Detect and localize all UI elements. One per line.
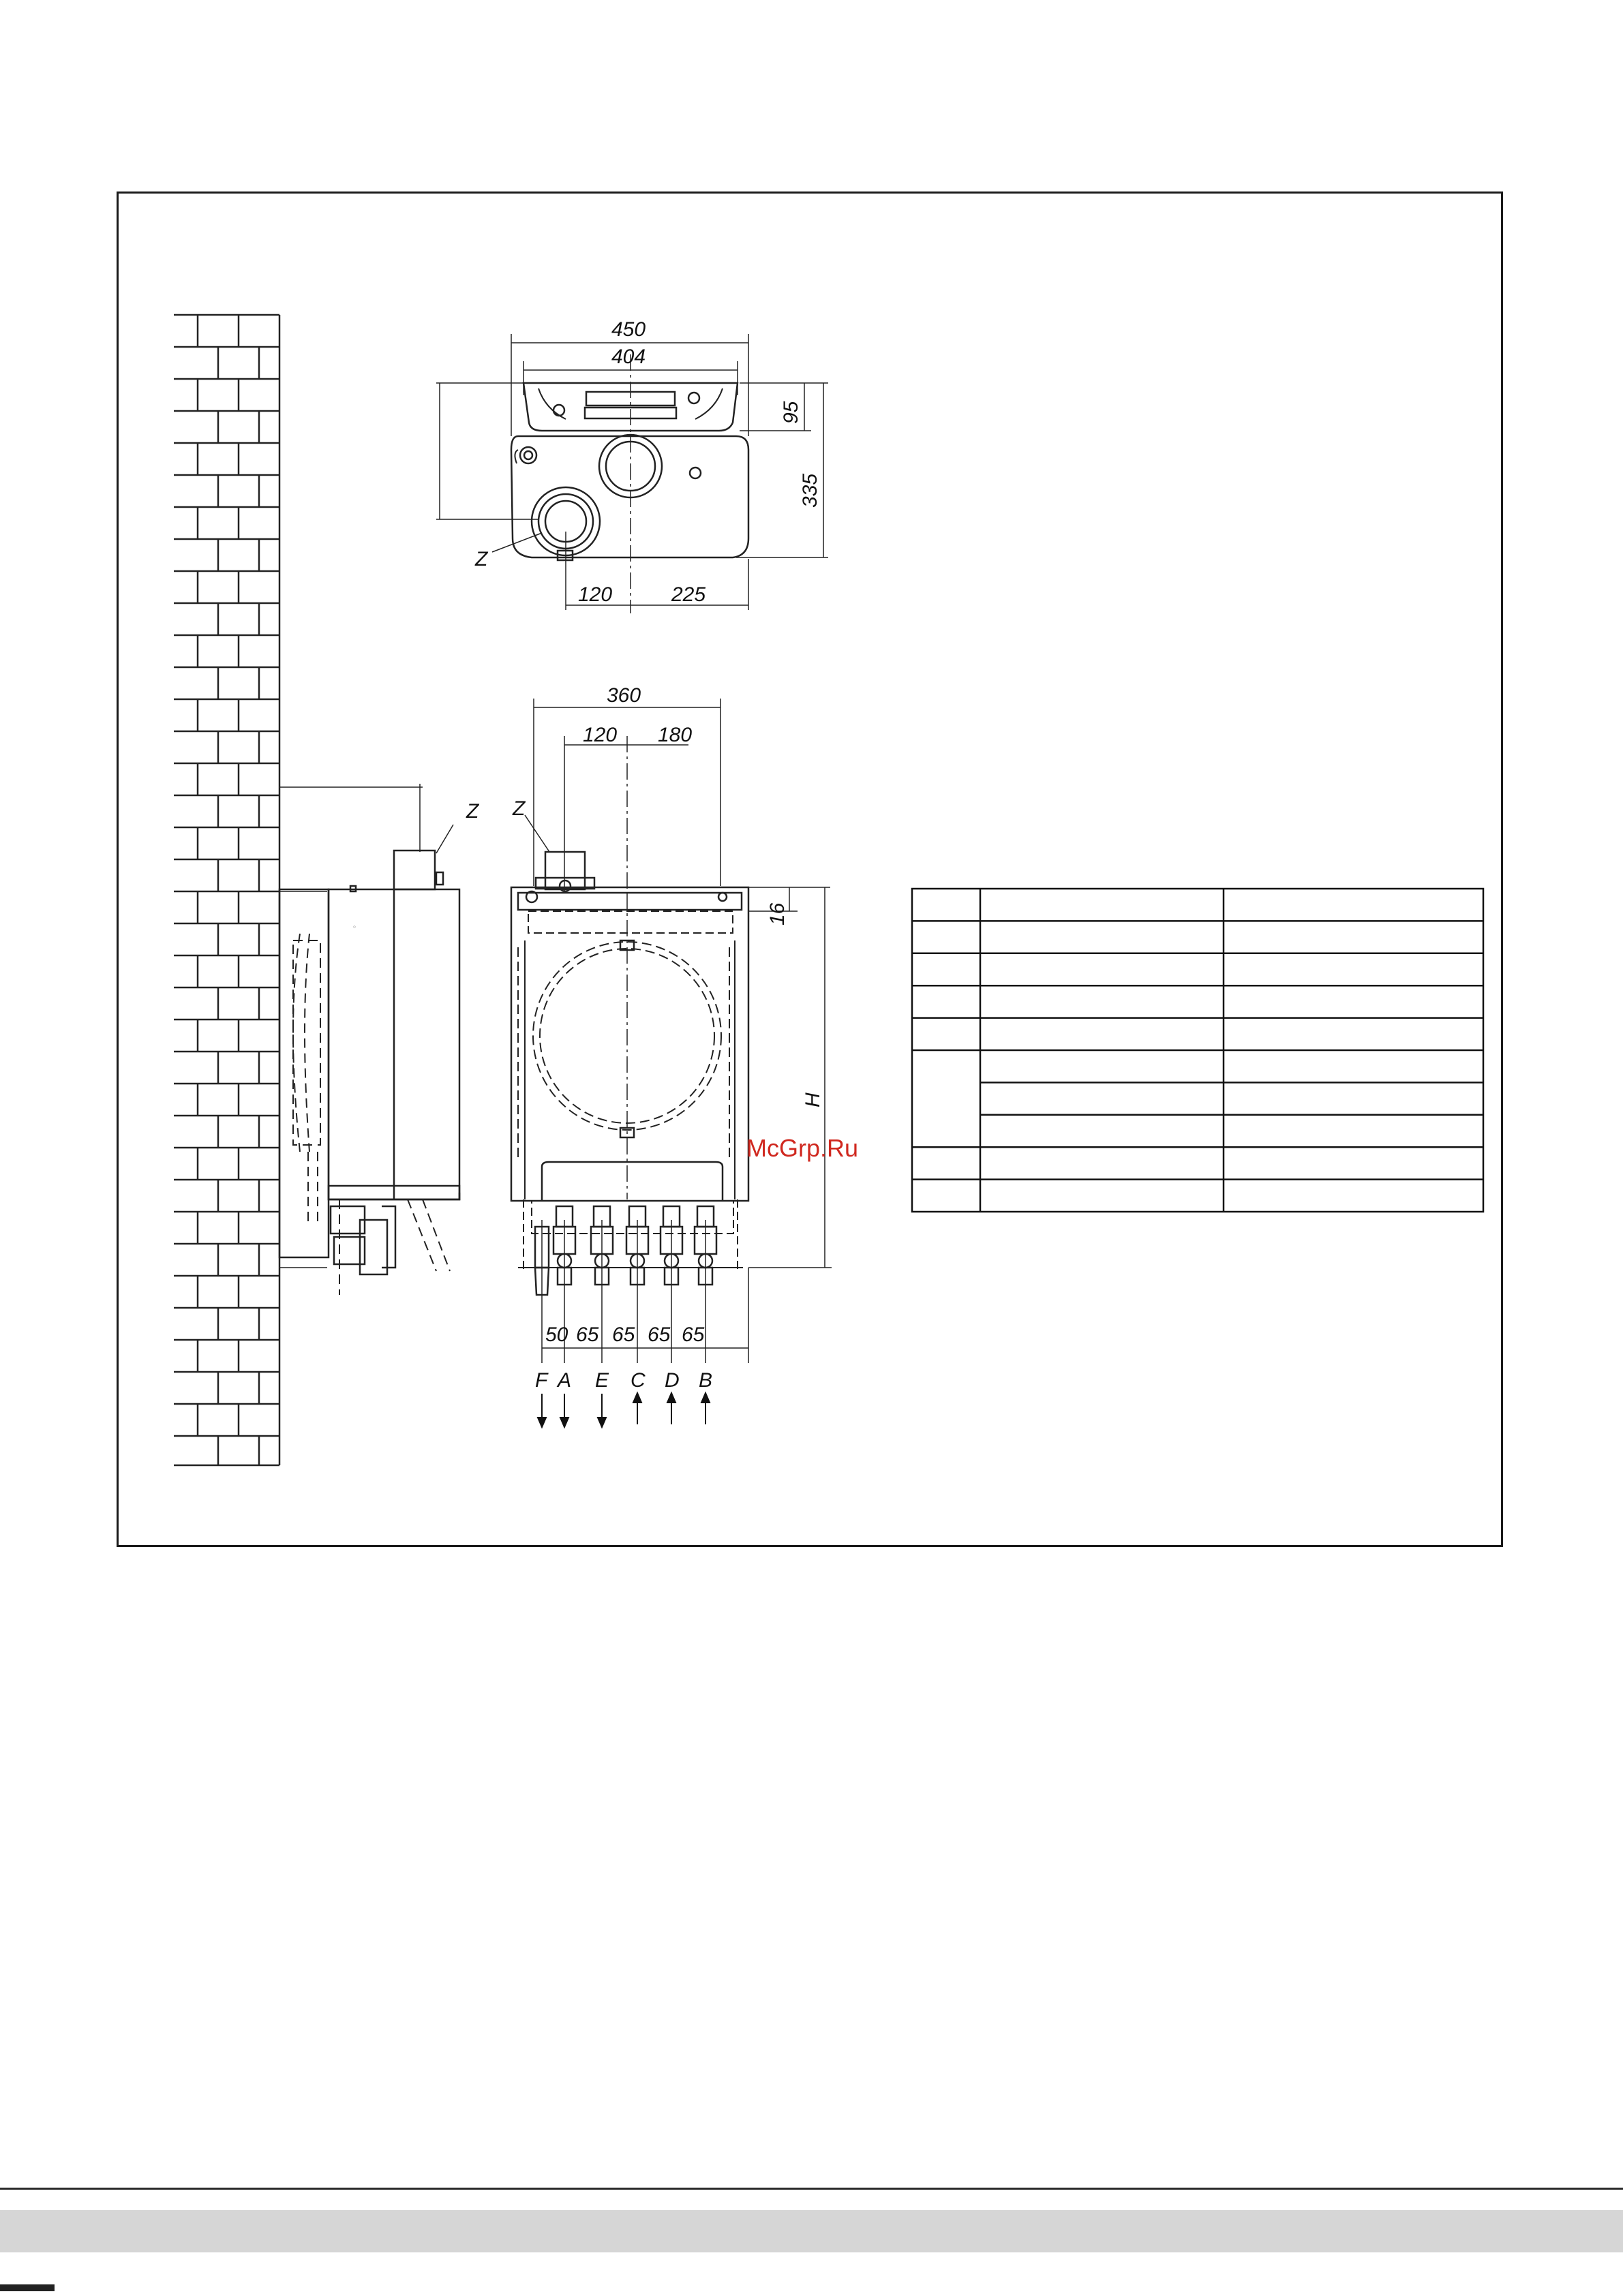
- pipe-spacing-2: 65: [612, 1323, 635, 1346]
- pipe-spacing-0: 50: [545, 1323, 568, 1346]
- front-offset-right: 180: [658, 724, 693, 746]
- top-flue-label: Z: [475, 548, 488, 570]
- connection-D: D: [665, 1369, 680, 1392]
- top-offset-left: 120: [578, 583, 613, 606]
- specification-table: [912, 889, 1483, 1212]
- connection-F: F: [535, 1369, 548, 1392]
- footer-mark: [0, 2284, 55, 2291]
- front-offset-left: 120: [583, 724, 618, 746]
- connection-labels: [535, 1369, 712, 1427]
- flow-arrow-F: [538, 1394, 546, 1427]
- brick-wall: [174, 315, 279, 1465]
- connection-A: A: [558, 1369, 572, 1392]
- flow-arrow-C: [633, 1393, 641, 1424]
- flow-arrow-A: [560, 1394, 568, 1427]
- top-width-outer: 450: [611, 318, 646, 341]
- connection-C: C: [631, 1369, 646, 1392]
- pipe-spacing-3: 65: [648, 1323, 671, 1346]
- top-view: [436, 334, 828, 613]
- flow-arrow-D: [667, 1393, 676, 1424]
- connection-B: B: [699, 1369, 713, 1392]
- side-flue-label: Z: [466, 800, 479, 823]
- footer-rule: [0, 2188, 1623, 2190]
- pipe-spacing-labels: [545, 1323, 705, 1346]
- flow-arrow-E: [598, 1394, 606, 1427]
- top-offset-right: 225: [671, 583, 706, 606]
- watermark: McGrp.Ru: [746, 1134, 859, 1162]
- front-width-total: 360: [607, 684, 641, 707]
- pipe-spacing-1: 65: [576, 1323, 599, 1346]
- flow-arrow-B: [701, 1393, 710, 1424]
- side-view: [279, 784, 459, 1295]
- front-top-offset: 16: [766, 902, 789, 925]
- top-depth-bracket: 95: [780, 401, 802, 424]
- footer-band: [0, 2210, 1623, 2252]
- front-height-label: H: [802, 1092, 824, 1107]
- front-flue-label: Z: [513, 797, 526, 820]
- top-depth-total: 335: [799, 473, 821, 508]
- connection-E: E: [595, 1369, 609, 1392]
- top-width-inner: 404: [611, 346, 646, 368]
- pipe-spacing-4: 65: [682, 1323, 705, 1346]
